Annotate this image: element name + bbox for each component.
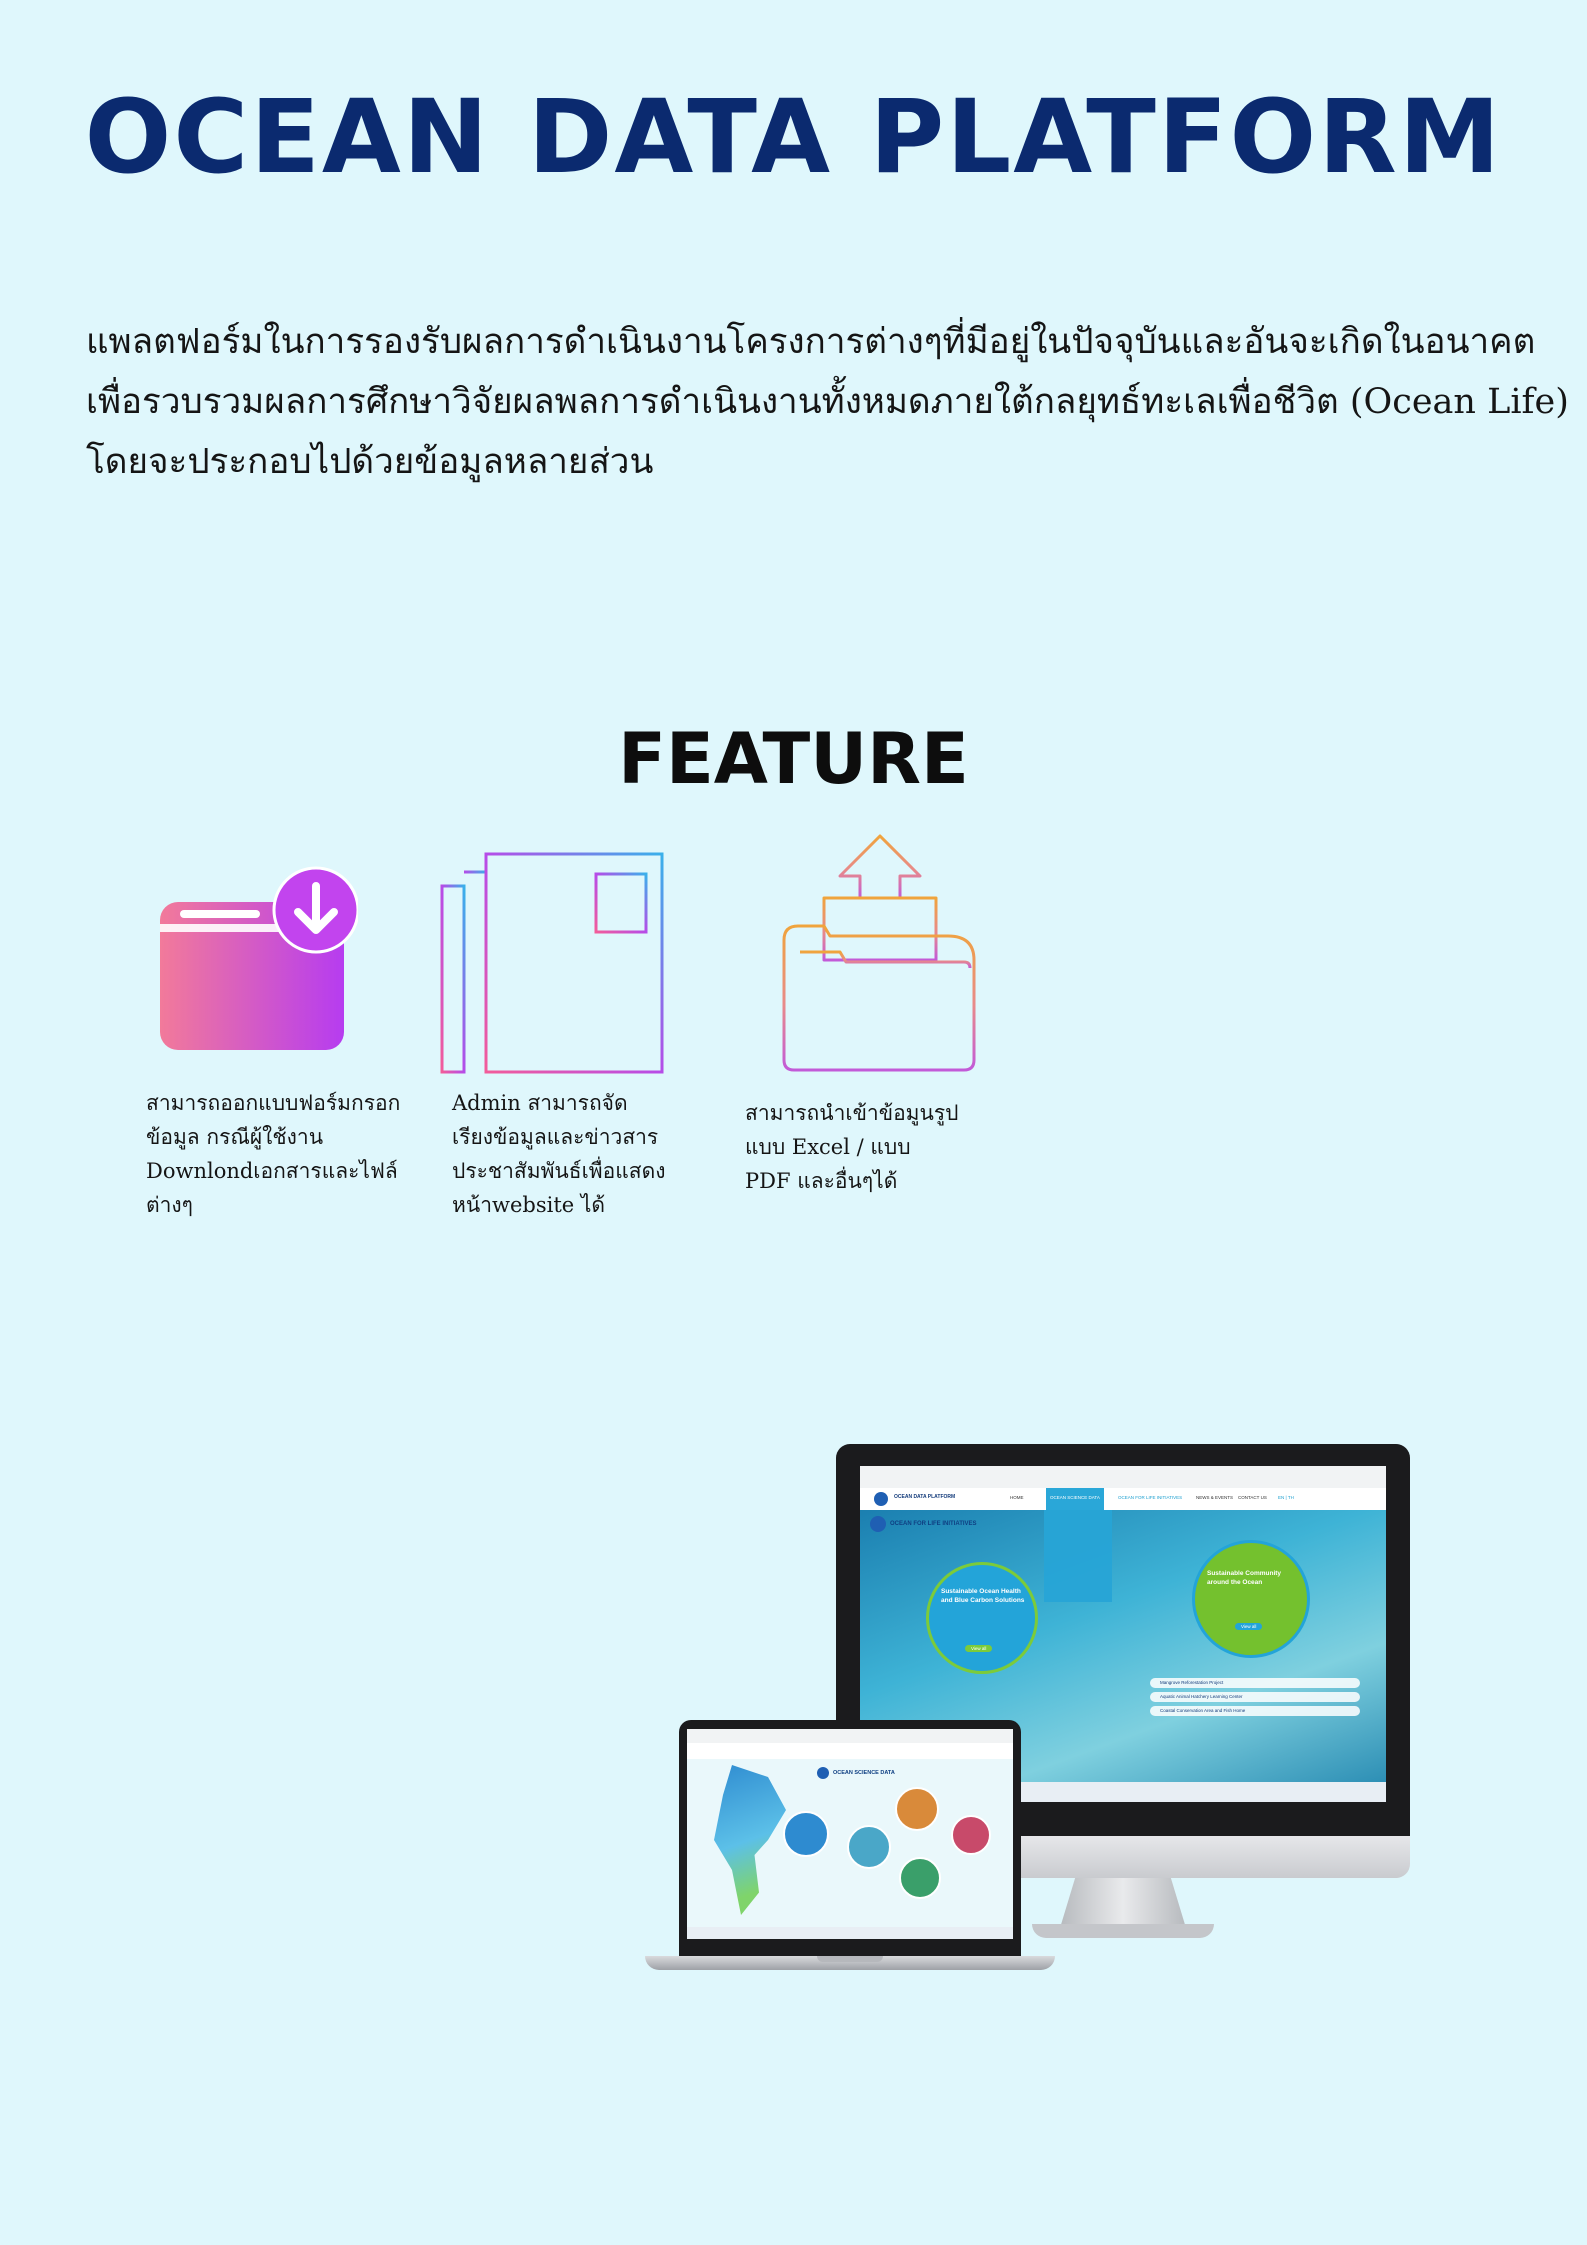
list-item-label: Aquatic Animal Hatchery Learning Center xyxy=(1160,1694,1243,1699)
nav-ocean-for-life[interactable]: OCEAN FOR LIFE INITIATIVES xyxy=(1118,1495,1183,1500)
newspaper-icon xyxy=(436,852,666,1074)
feature-heading: FEATURE xyxy=(618,718,969,800)
section-icon xyxy=(817,1767,829,1779)
topic-circle[interactable] xyxy=(783,1811,829,1857)
feature-line: หน้าwebsite ได้ xyxy=(452,1193,606,1217)
folder-upload-icon xyxy=(780,832,980,1076)
list-item[interactable] xyxy=(1150,1706,1360,1716)
browser-bar xyxy=(687,1729,1013,1743)
view-all-button[interactable]: View all xyxy=(965,1645,992,1652)
topic-circle[interactable] xyxy=(847,1825,891,1869)
card-title: Sustainable Ocean Health and Blue Carbon Solutions xyxy=(941,1588,1025,1604)
nav-ocean-science-data[interactable]: OCEAN SCIENCE DATA xyxy=(1046,1488,1104,1510)
view-all-button[interactable]: View all xyxy=(1235,1623,1262,1630)
list-item-label: Mangrove Reforestation Project xyxy=(1160,1680,1224,1685)
feature-line: ประชาสัมพันธ์เพื่อแสดง xyxy=(452,1159,666,1183)
feature-line: Admin สามารถจัด xyxy=(452,1091,628,1115)
feature-line: เรียงข้อมูลและข่าวสาร xyxy=(452,1125,659,1149)
intro-line: แพลตฟอร์มในการรองรับผลการดำเนินงานโครงการต่างๆที่มีอยู่ในปัจจุบันและอันจะเกิดในอนาคต xyxy=(86,322,1536,362)
feature-line: สามารถนำเข้าข้อมูนรูป xyxy=(745,1101,959,1125)
laptop-notch xyxy=(817,1956,883,1962)
intro-paragraph xyxy=(86,312,1569,492)
feature-line: ข้อมูล กรณีผู้ใช้งาน xyxy=(146,1125,324,1149)
section-title: OCEAN SCIENCE DATA xyxy=(833,1770,895,1776)
feature-line: Downlondเอกสารและไฟล์ xyxy=(146,1159,398,1183)
list-item[interactable] xyxy=(1150,1692,1360,1702)
site-header xyxy=(860,1488,1386,1510)
taskbar xyxy=(687,1927,1013,1939)
nav-news-events[interactable]: NEWS & EVENTS xyxy=(1196,1495,1234,1500)
nav-home[interactable]: HOME xyxy=(1010,1495,1024,1500)
card-circle-left[interactable] xyxy=(926,1562,1038,1674)
card-title: Sustainable Community around the Ocean xyxy=(1207,1570,1282,1586)
feature-line: PDF และอื่นๆได้ xyxy=(745,1169,898,1193)
section-title: OCEAN FOR LIFE INITIATIVES xyxy=(890,1521,977,1527)
topic-circle[interactable] xyxy=(895,1787,939,1831)
feature-item-text xyxy=(745,1096,959,1198)
folder-download-icon xyxy=(158,864,358,1054)
list-item-label: Coastal Conservation Area and Fish Home xyxy=(1160,1708,1246,1713)
site-header xyxy=(687,1743,1013,1759)
logo-icon xyxy=(874,1492,888,1506)
topic-circle[interactable] xyxy=(899,1857,941,1899)
intro-line: โดยจะประกอบไปด้วยข้อมูลหลายส่วน xyxy=(86,442,654,482)
list-item[interactable] xyxy=(1150,1678,1360,1688)
page-title: OCEAN DATA PLATFORM xyxy=(84,78,1503,197)
feature-line: แบบ Excel / แบบ xyxy=(745,1135,911,1159)
section-icon xyxy=(870,1516,886,1532)
feature-item-text xyxy=(452,1086,666,1222)
feature-line: สามารถออกแบบฟอร์มกรอก xyxy=(146,1091,401,1115)
site-brand: OCEAN DATA PLATFORM xyxy=(894,1494,956,1500)
topic-circle[interactable] xyxy=(951,1815,991,1855)
laptop-mockup xyxy=(645,1720,1055,1974)
monitor-stand xyxy=(1060,1878,1186,1928)
dropdown-menu xyxy=(1044,1510,1112,1602)
nav-contact[interactable]: CONTACT US xyxy=(1238,1495,1267,1500)
card-circle-right[interactable] xyxy=(1192,1540,1310,1658)
monitor-base xyxy=(1032,1924,1214,1938)
intro-line: เพื่อรวบรวมผลการศึกษาวิจัยผลพลการดำเนินงานทั้งหมดภายใต้กลยุทธ์ทะเลเพื่อชีวิต (Ocean Life) xyxy=(86,382,1569,422)
nav-language[interactable]: EN | TH xyxy=(1278,1495,1294,1500)
browser-bar xyxy=(860,1466,1386,1488)
map-image xyxy=(705,1765,795,1915)
feature-item-text xyxy=(146,1086,400,1222)
feature-line: ต่างๆ xyxy=(146,1193,193,1217)
laptop-screen xyxy=(687,1729,1013,1939)
